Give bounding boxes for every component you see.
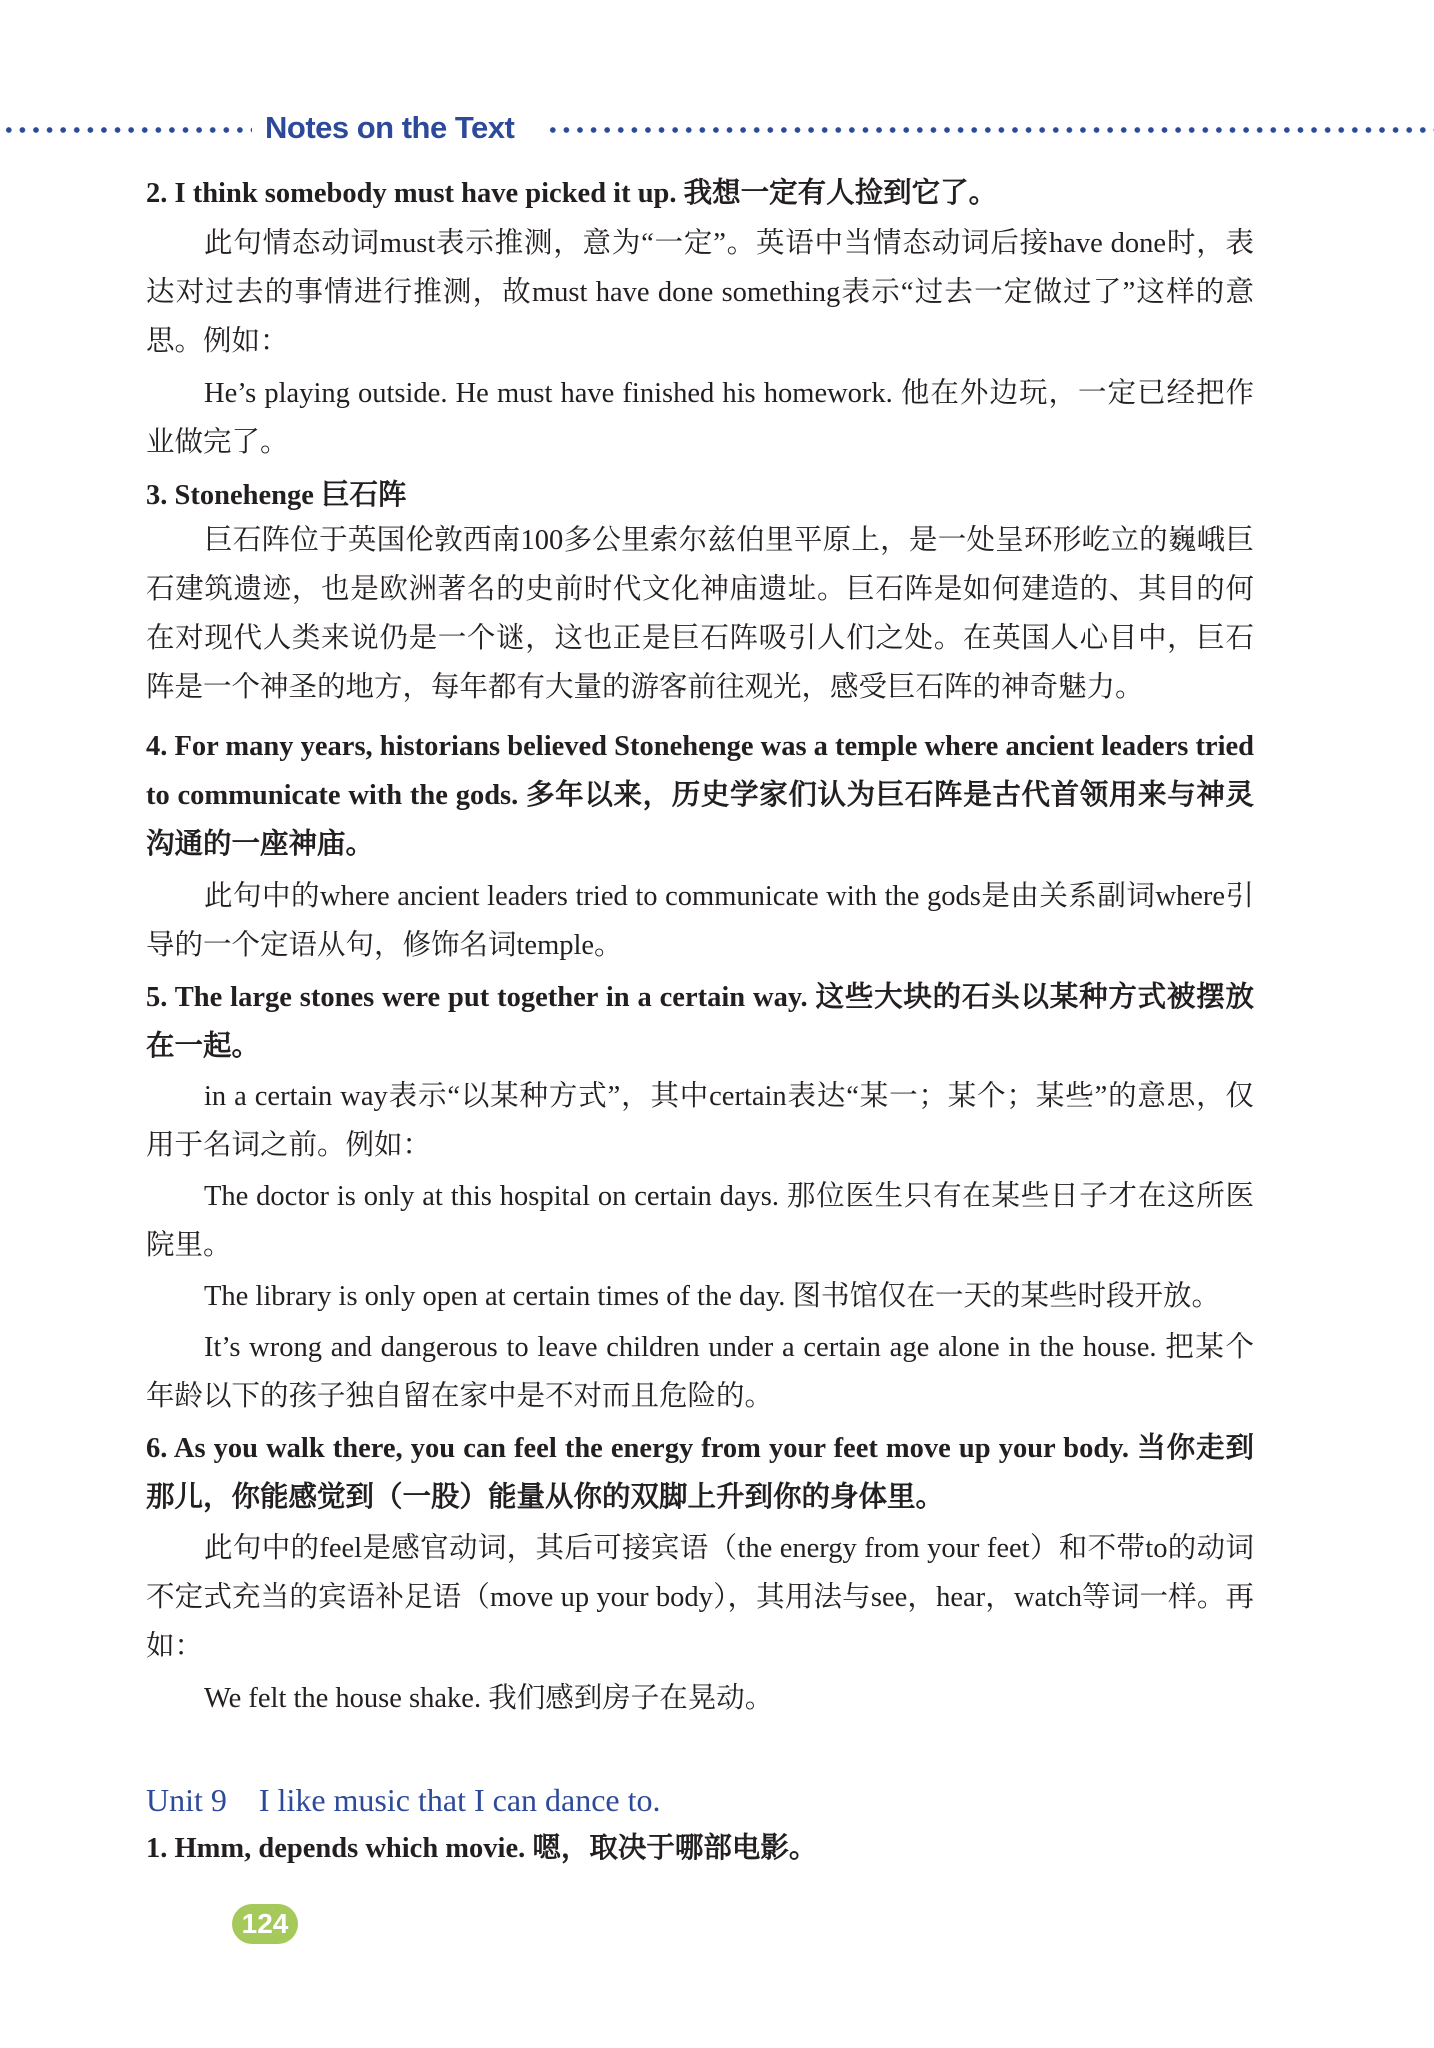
- note-5-example-2: The library is only open at certain times of the day. 图书馆仅在一天的某些时段开放。: [204, 1281, 1221, 1312]
- dotted-rule-left: [2, 126, 252, 134]
- section-title: Notes on the Text: [265, 110, 515, 145]
- note-6-heading: 6. As you walk there, you can feel the energy from your feet move up your body. 当你走到那儿，你能感觉到（一股）能量从你的双脚上升到你的身体里。: [146, 1433, 1254, 1513]
- unit-heading: Unit 9 I like music that I can dance to.: [146, 1782, 661, 1818]
- note-2-body: 此句情态动词must表示推测，意为“一定”。英语中当情态动词后接have done时，表达对过去的事情进行推测，故must have done something表示“过去一定做过了”这样的意思。例如：: [146, 228, 1254, 357]
- note-6-example: We felt the house shake. 我们感到房子在晃动。: [204, 1683, 774, 1714]
- note-4-heading: 4. For many years, historians believed Stonehenge was a temple where ancient leaders tried to communicate with the gods. 多年以来，历史学家们认为巨石阵是古代首领用来与神灵沟通的一座神庙。: [146, 731, 1254, 860]
- section-header: [0, 108, 1434, 148]
- dotted-rule-right: [546, 126, 1434, 134]
- note-5-body: in a certain way表示“以某种方式”，其中certain表达“某一；某个；某些”的意思，仅用于名词之前。例如：: [146, 1081, 1254, 1161]
- note-5-heading: 5. The large stones were put together in a certain way. 这些大块的石头以某种方式被摆放在一起。: [146, 982, 1254, 1062]
- note-6-body: 此句中的feel是感官动词，其后可接宾语（the energy from your feet）和不带to的动词不定式充当的宾语补足语（move up your body），其用法与see，hear，watch等词一样。再如：: [146, 1533, 1254, 1662]
- note-3-heading: 3. Stonehenge 巨石阵: [146, 480, 407, 511]
- unit-9-note-1-heading: 1. Hmm, depends which movie. 嗯，取决于哪部电影。: [146, 1833, 818, 1864]
- page-number-badge: 124: [232, 1904, 298, 1944]
- note-2-heading: 2. I think somebody must have picked it up. 我想一定有人捡到它了。: [146, 178, 998, 209]
- note-5-example-3: It’s wrong and dangerous to leave children under a certain age alone in the house. 把某个年龄以下的孩子独自留在家中是不对而且危险的。: [146, 1332, 1254, 1412]
- note-5-example-1: The doctor is only at this hospital on certain days. 那位医生只有在某些日子才在这所医院里。: [146, 1181, 1254, 1261]
- note-4-body: 此句中的where ancient leaders tried to communicate with the gods是由关系副词where引导的一个定语从句，修饰名词temple。: [146, 881, 1254, 961]
- note-3-body: 巨石阵位于英国伦敦西南100多公里索尔兹伯里平原上，是一处呈环形屹立的巍峨巨石建筑遗迹，也是欧洲著名的史前时代文化神庙遗址。巨石阵是如何建造的、其目的何在对现代人类来说仍是一个谜，这也正是巨石阵吸引人们之处。在英国人心目中，巨石阵是一个神圣的地方，每年都有大量的游客前往观光，感受巨石阵的神奇魅力。: [146, 525, 1254, 703]
- note-2-example: He’s playing outside. He must have finished his homework. 他在外边玩，一定已经把作业做完了。: [146, 378, 1254, 458]
